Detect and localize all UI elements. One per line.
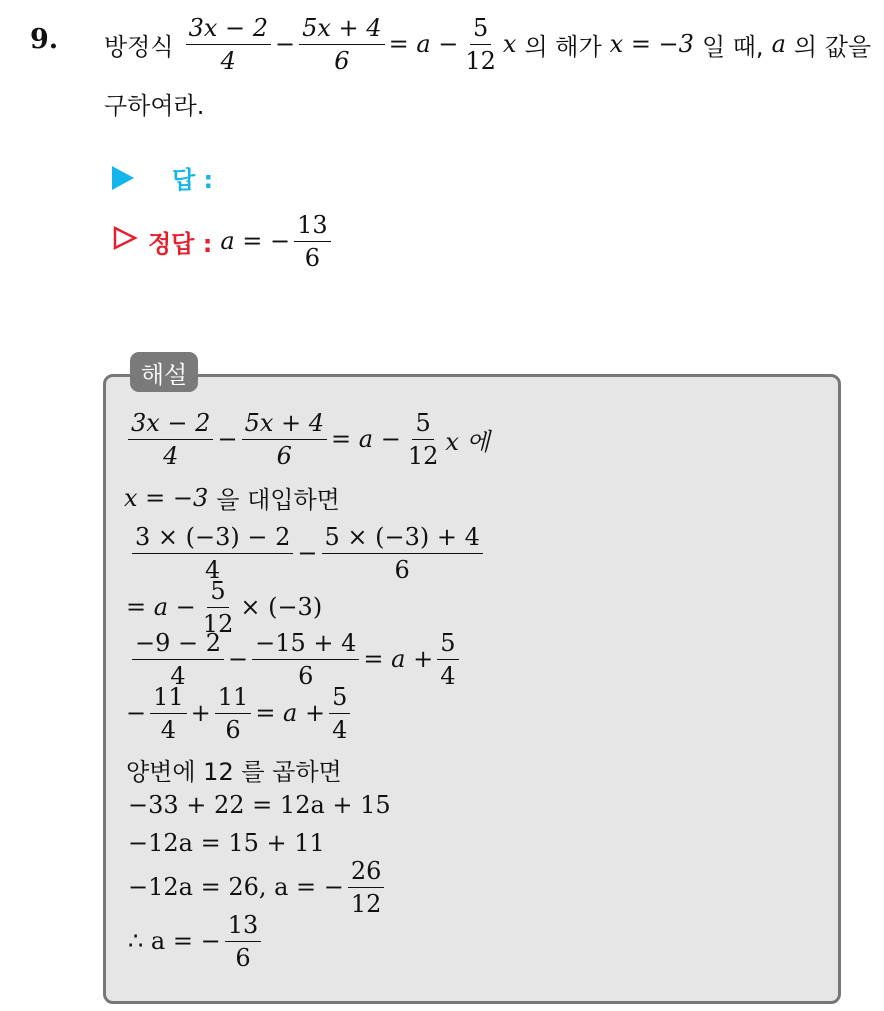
play-triangle-icon [112,166,134,190]
sol1-frac-b-den: 6 [276,441,292,470]
sol1-frac-b-num: 5x + 4 [242,411,327,440]
solution-line-7: 양변에 12 를 곱하면 [126,758,342,786]
sol1-frac-c-den: 12 [407,441,439,470]
solution-line-3 [128,522,487,584]
problem-intro: 방정식 [104,32,174,61]
sol10-frac-den: 12 [350,889,382,918]
condition-x: x = −3 [609,30,694,58]
sol3-op: − [297,539,318,567]
problem-tail-text: 의 값을 [793,32,872,61]
sol5-eq: = a + [363,645,434,673]
sol6-pre: − [126,699,147,727]
sol5-frac-b-num: −15 + 4 [252,631,359,660]
answer-numerator: 13 [294,213,331,242]
sol5-frac-b-den: 6 [298,661,314,690]
sol3-frac-a-den: 4 [205,555,221,584]
fraction-3-numerator: 5 [470,16,491,45]
solution-tag: 해설 [130,352,198,392]
sol5-frac-c-den: 4 [440,661,456,690]
fraction-1 [186,13,271,75]
sol3-frac-a-num: 3 × (−3) − 2 [132,525,293,554]
solution-line-8: −33 + 22 = 12a + 15 [128,791,391,819]
sol6-frac-b-num: 11 [215,685,252,714]
fraction-2-denominator: 6 [334,46,350,75]
sol3-frac-b-num: 5 × (−3) + 4 [322,525,483,554]
sol5-op: − [228,645,249,673]
equals-a-minus: = a − [388,30,459,58]
answer-denominator: 6 [304,243,321,272]
solution-line-1 [124,408,490,470]
fraction-3 [462,13,499,75]
sol6-eq: = a + [255,699,326,727]
sol5-frac-c-num: 5 [437,631,458,660]
variable-a: a [771,30,786,58]
problem-statement [104,14,871,74]
correct-answer-row [112,210,335,272]
sol4-post: × (−3) [240,593,323,621]
sol1-frac-a-den: 4 [163,441,179,470]
solution-line-9: −12a = 15 + 11 [128,829,325,857]
sol1-op: − [217,425,238,453]
sol6-frac-a-num: 11 [150,685,187,714]
answer-row [112,160,213,195]
sol2-text: 을 대입하면 [216,486,340,514]
sol1-frac-a-num: 3x − 2 [128,411,213,440]
minus-sign: − [275,30,296,58]
fraction-1-denominator: 4 [220,46,236,75]
sol5-frac-a-den: 4 [170,661,186,690]
sol5-frac-a-num: −9 − 2 [132,631,224,660]
solution-line-5 [128,628,463,690]
answer-lhs: a = − [220,227,291,255]
sol6-frac-c-num: 5 [329,685,350,714]
fraction-2-numerator: 5x + 4 [299,16,384,45]
problem-middle-text: 의 해가 [524,32,602,61]
sol4-pre: = a − [126,593,196,621]
sol11-frac-num: 13 [225,913,262,942]
answer-fraction [294,210,331,272]
sol11-pre: ∴ a = − [128,927,221,955]
sol1-frac-c-num: 5 [412,411,433,440]
solution-line-6 [126,682,354,744]
sol11-frac-den: 6 [235,943,251,972]
sol10-frac-num: 26 [348,859,385,888]
sol10-pre: −12a = 26, a = − [128,873,344,901]
fraction-2 [299,13,384,75]
sol6-op: + [190,699,211,727]
solution-line-10 [128,856,388,918]
solution-line-11 [128,910,265,972]
sol4-frac-den: 12 [202,609,234,638]
problem-when-text: 일 때, [701,32,764,61]
answer-label: 답 : [172,166,214,194]
problem-line-2: 구하여라. [104,92,205,120]
variable-x: x [502,30,517,58]
sol1-tail: x 에 [445,427,490,456]
problem-number: 9. [30,24,59,55]
sol1-eq: = a − [331,425,401,453]
sol3-frac-b-den: 6 [394,555,410,584]
sol6-frac-b-den: 6 [225,715,241,744]
sol2-math: x = −3 [124,483,209,512]
solution-line-2 [124,480,340,515]
sol4-frac-num: 5 [207,579,228,608]
outline-triangle-icon [112,225,138,257]
sol6-frac-c-den: 4 [332,715,348,744]
sol6-frac-a-den: 4 [160,715,177,744]
correct-answer-label: 정답 : [148,229,213,258]
fraction-3-denominator: 12 [465,46,496,75]
fraction-1-numerator: 3x − 2 [186,16,271,45]
